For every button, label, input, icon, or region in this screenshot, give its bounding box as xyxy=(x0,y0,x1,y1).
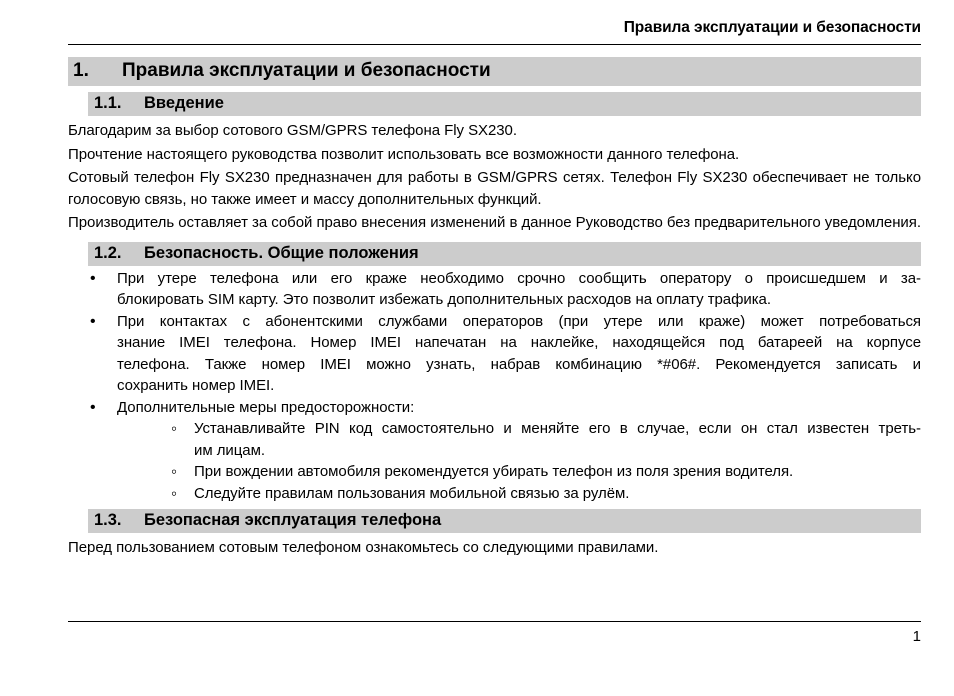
subsection-number-1-1: 1.1. xyxy=(94,94,122,112)
page-content xyxy=(68,57,921,559)
header-divider-rule xyxy=(68,44,921,45)
page-number: 1 xyxy=(912,628,921,645)
list-item xyxy=(117,461,921,483)
bullet-disc-icon xyxy=(90,268,96,290)
list-item xyxy=(117,418,921,461)
bullet-circle-icon xyxy=(171,418,177,441)
subsection-number-1-2: 1.2. xyxy=(94,243,122,262)
paragraph-intro-2: Прочтение настоящего руководства позволит использовать все возможности данного телефона. xyxy=(68,145,740,163)
list-item-line: блокировать SIM карту. Это позволит избежать дополнительных расходов на оплату трафика. xyxy=(117,291,771,308)
list-item-line: им лицам. xyxy=(194,441,265,459)
list-item-line: телефона. Также номер IMEI можно узнать, набрав комбинацию *#06#. Рекомендуется записать и xyxy=(117,355,921,373)
list-item-line: знание IMEI телефона. Номер IMEI напечатан на наклейке, находящейся под батареей на корпусе xyxy=(117,334,921,351)
bullet-circle-icon xyxy=(171,483,177,506)
subsection-heading-1-3 xyxy=(88,509,921,533)
subsection-heading-1-2 xyxy=(88,242,921,266)
paragraph-intro-4: Производитель оставляет за собой право внесения изменений в данное Руководство без предварительного уведомления. xyxy=(68,214,921,231)
section-title: Правила эксплуатации и безопасности xyxy=(122,60,491,81)
precaution-sublist xyxy=(117,418,921,504)
list-item-line: При вождении автомобиля рекомендуется убирать телефон из поля зрения водителя. xyxy=(194,463,794,480)
subsection-title-1-3: Безопасная эксплуатация телефона xyxy=(144,511,442,529)
list-item-line: Следуйте правилам пользования мобильной связью за рулём. xyxy=(194,484,630,502)
subsection-number-1-3: 1.3. xyxy=(94,511,122,529)
section-heading-1 xyxy=(68,57,921,86)
subsection-title-1-1: Введение xyxy=(144,94,224,112)
section-number: 1. xyxy=(73,60,89,81)
subsection-heading-1-1 xyxy=(88,92,921,116)
bullet-disc-icon xyxy=(90,311,96,333)
paragraph-safe-usage-1: Перед пользованием сотовым телефоном ознакомьтесь со следующими правилами. xyxy=(68,539,659,556)
subsection-title-1-2: Безопасность. Общие положения xyxy=(144,243,419,262)
list-item xyxy=(117,483,921,505)
list-item-line: сохранить номер IMEI. xyxy=(117,377,275,394)
list-item-line: При утере телефона или его краже необходимо срочно сообщить оператору о происшедшем и за- xyxy=(117,269,921,287)
bullet-circle-icon xyxy=(171,461,177,484)
paragraph-intro-3: Сотовый телефон Fly SX230 предназначен для работы в GSM/GPRS сетях. Телефон Fly SX230 обеспечивает не только голосовую связь, но также имеет и массу дополнительных функций. xyxy=(68,169,921,208)
list-item-line: При контактах с абонентскими службами операторов (при утере или краже) может потребоваться xyxy=(117,312,921,330)
list-item-line: Устанавливайте PIN код самостоятельно и меняйте его в случае, если он стал известен треть- xyxy=(194,420,921,437)
paragraph-intro-1: Благодарим за выбор сотового GSM/GPRS телефона Fly SX230. xyxy=(68,122,517,139)
list-item xyxy=(68,311,921,397)
bullet-disc-icon xyxy=(90,397,96,419)
safety-bullet-list xyxy=(68,268,921,505)
footer-divider-rule xyxy=(68,621,921,622)
list-item-line: Дополнительные меры предосторожности: xyxy=(117,398,415,416)
list-item xyxy=(68,268,921,311)
list-item xyxy=(68,397,921,505)
running-header: Правила эксплуатации и безопасности xyxy=(623,19,921,36)
